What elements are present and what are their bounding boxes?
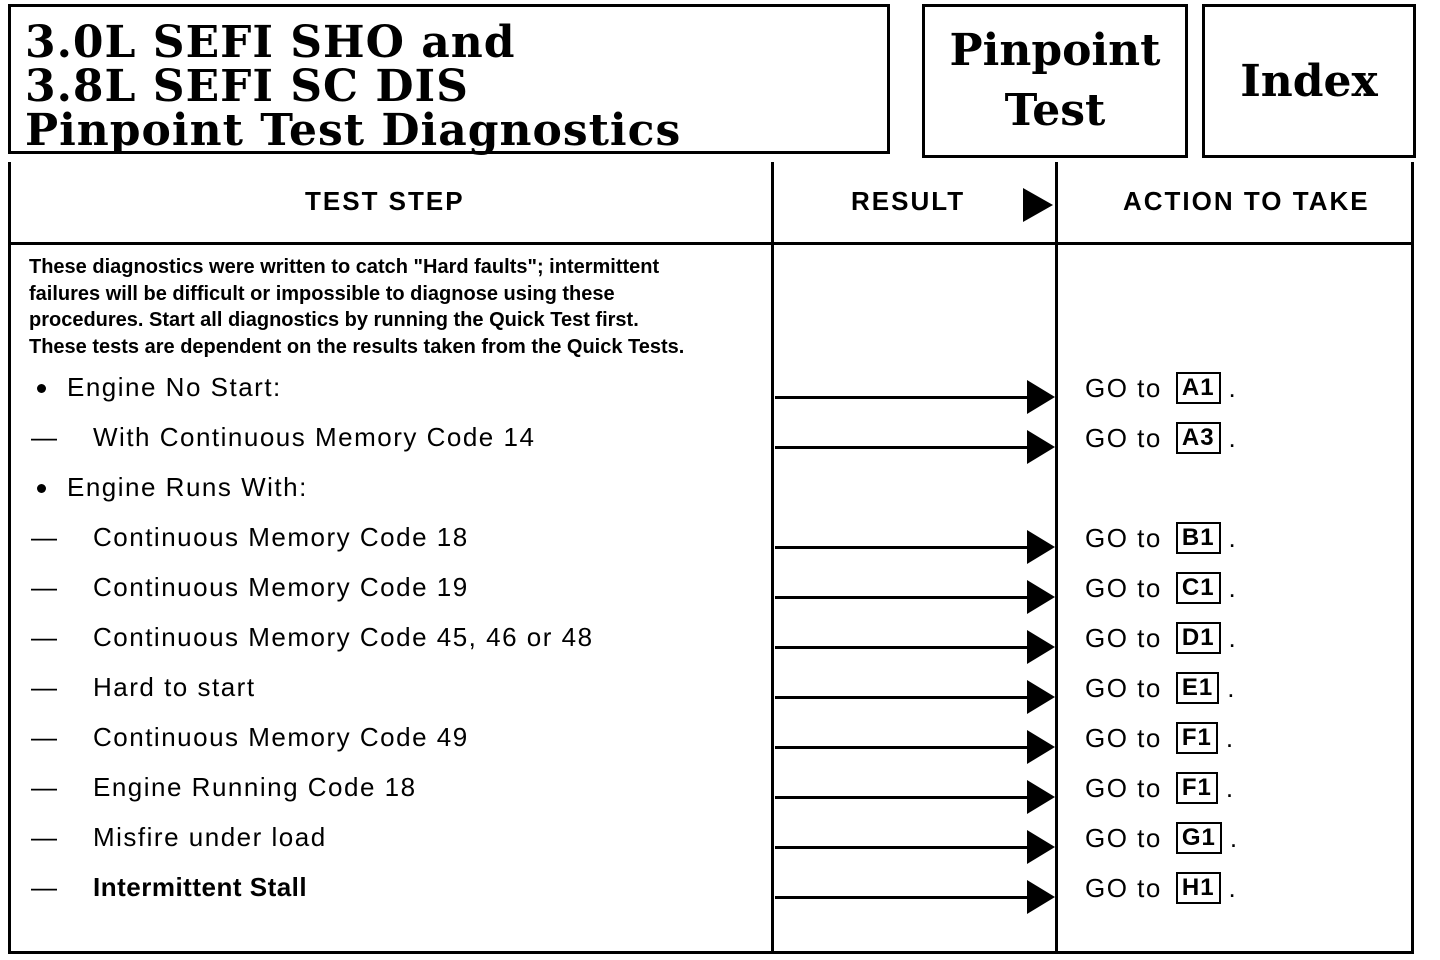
bullet-icon: [37, 384, 46, 393]
goto-period: .: [1228, 422, 1238, 453]
result-arrow-icon: [775, 680, 1057, 714]
column-header-action: ACTION TO TAKE: [1123, 186, 1370, 216]
row-label: Engine Running Code 18: [93, 772, 417, 802]
goto-text: GO to: [1085, 722, 1162, 753]
row-label: Continuous Memory Code 49: [93, 722, 469, 752]
step-code-box: A1: [1176, 372, 1221, 404]
intro-line: procedures. Start all diagnostics by running the Quick Test first.: [29, 309, 639, 331]
result-arrow-icon: [775, 380, 1057, 414]
bullet-icon: [37, 484, 46, 493]
goto-period: .: [1228, 872, 1238, 903]
title-line-2: 3.8L SEFI SC DIS: [25, 61, 469, 112]
table-row: [11, 622, 1411, 672]
title-box: [8, 4, 890, 154]
goto-text: GO to: [1085, 672, 1162, 703]
result-arrow-icon: [775, 780, 1057, 814]
goto-period: .: [1228, 572, 1238, 603]
goto-text: GO to: [1085, 822, 1162, 853]
row-label: Continuous Memory Code 18: [93, 522, 469, 552]
index-button[interactable]: [1202, 4, 1416, 158]
goto-text: GO to: [1085, 422, 1162, 453]
table-row: [11, 372, 1411, 422]
pinpoint-button-line-1: Pinpoint: [949, 25, 1161, 76]
step-code-box: F1: [1176, 722, 1218, 754]
intro-line: These diagnostics were written to catch "Hard faults"; intermittent: [29, 256, 660, 278]
goto-link-c1[interactable]: [1085, 572, 1237, 604]
result-arrow-icon: [775, 880, 1057, 914]
row-label: Intermittent Stall: [93, 872, 308, 902]
row-label: Continuous Memory Code 45, 46 or 48: [93, 622, 594, 652]
step-code-box: H1: [1176, 872, 1221, 904]
goto-period: .: [1227, 672, 1236, 703]
result-arrow-icon: [775, 530, 1057, 564]
header-divider: [11, 242, 1411, 245]
table-row: [11, 872, 1411, 922]
row-dash: —: [31, 522, 57, 552]
row-label: Engine Runs With:: [67, 472, 308, 502]
goto-link-a3[interactable]: [1085, 422, 1237, 454]
goto-period: .: [1225, 772, 1235, 803]
goto-text: GO to: [1085, 872, 1162, 903]
pinpoint-button-line-2: Test: [1004, 85, 1106, 136]
goto-text: GO to: [1085, 772, 1162, 803]
goto-period: .: [1228, 522, 1238, 553]
result-arrow-icon: [1023, 188, 1055, 222]
goto-text: GO to: [1085, 522, 1162, 553]
goto-text: GO to: [1085, 622, 1162, 653]
row-dash: —: [31, 772, 57, 802]
goto-link-a1[interactable]: [1085, 372, 1237, 404]
goto-text: GO to: [1085, 372, 1162, 403]
title-line-1: 3.0L SEFI SHO and: [25, 17, 516, 68]
result-arrow-icon: [775, 580, 1057, 614]
row-dash: —: [31, 572, 57, 602]
goto-period: .: [1229, 822, 1239, 853]
result-arrow-icon: [775, 730, 1057, 764]
row-dash: —: [31, 822, 57, 852]
row-dash: —: [31, 722, 57, 752]
step-code-box: C1: [1176, 572, 1221, 604]
column-header-test-step: TEST STEP: [305, 186, 465, 216]
table-row: [11, 572, 1411, 622]
result-arrow-icon: [775, 830, 1057, 864]
intro-line: failures will be difficult or impossible to diagnose using these: [29, 282, 615, 305]
row-label: Misfire under load: [93, 822, 327, 852]
diagnostics-table: [8, 162, 1414, 954]
goto-period: .: [1228, 622, 1238, 653]
index-button-label: Index: [1240, 55, 1378, 107]
table-row: [11, 422, 1411, 472]
table-row: [11, 472, 1411, 522]
goto-link-e1[interactable]: [1085, 672, 1236, 704]
pinpoint-test-button[interactable]: [922, 4, 1188, 158]
row-label: With Continuous Memory Code 14: [93, 422, 536, 452]
row-dash: —: [31, 422, 57, 452]
goto-link-f1[interactable]: [1085, 722, 1235, 754]
goto-period: .: [1225, 722, 1235, 753]
result-arrow-icon: [775, 430, 1057, 464]
goto-period: .: [1228, 372, 1238, 403]
row-label: Hard to start: [93, 672, 256, 702]
row-dash: —: [31, 672, 57, 702]
row-label: Engine No Start:: [67, 372, 282, 402]
column-header-result: RESULT: [851, 186, 966, 216]
row-dash: —: [31, 622, 57, 652]
goto-link-g1[interactable]: [1085, 822, 1239, 854]
row-label: Continuous Memory Code 19: [93, 572, 469, 602]
table-row: [11, 722, 1411, 772]
table-row: [11, 522, 1411, 572]
table-row: [11, 822, 1411, 872]
intro-line: These tests are dependent on the results taken from the Quick Tests.: [29, 335, 685, 358]
goto-link-b1[interactable]: [1085, 522, 1237, 554]
title-line-3: Pinpoint Test Diagnostics: [25, 105, 682, 156]
step-code-box: D1: [1176, 622, 1221, 654]
goto-link-f1[interactable]: [1085, 772, 1235, 804]
step-code-box: E1: [1176, 672, 1219, 704]
goto-link-d1[interactable]: [1085, 622, 1237, 654]
table-row: [11, 672, 1411, 722]
step-code-box: A3: [1176, 422, 1221, 454]
step-code-box: G1: [1176, 822, 1222, 854]
goto-text: GO to: [1085, 572, 1162, 603]
step-code-box: B1: [1176, 522, 1221, 554]
table-row: [11, 772, 1411, 822]
step-code-box: F1: [1176, 772, 1218, 804]
result-arrow-icon: [775, 630, 1057, 664]
intro-text: [29, 254, 789, 360]
row-dash: —: [31, 872, 57, 902]
goto-link-h1[interactable]: [1085, 872, 1237, 904]
